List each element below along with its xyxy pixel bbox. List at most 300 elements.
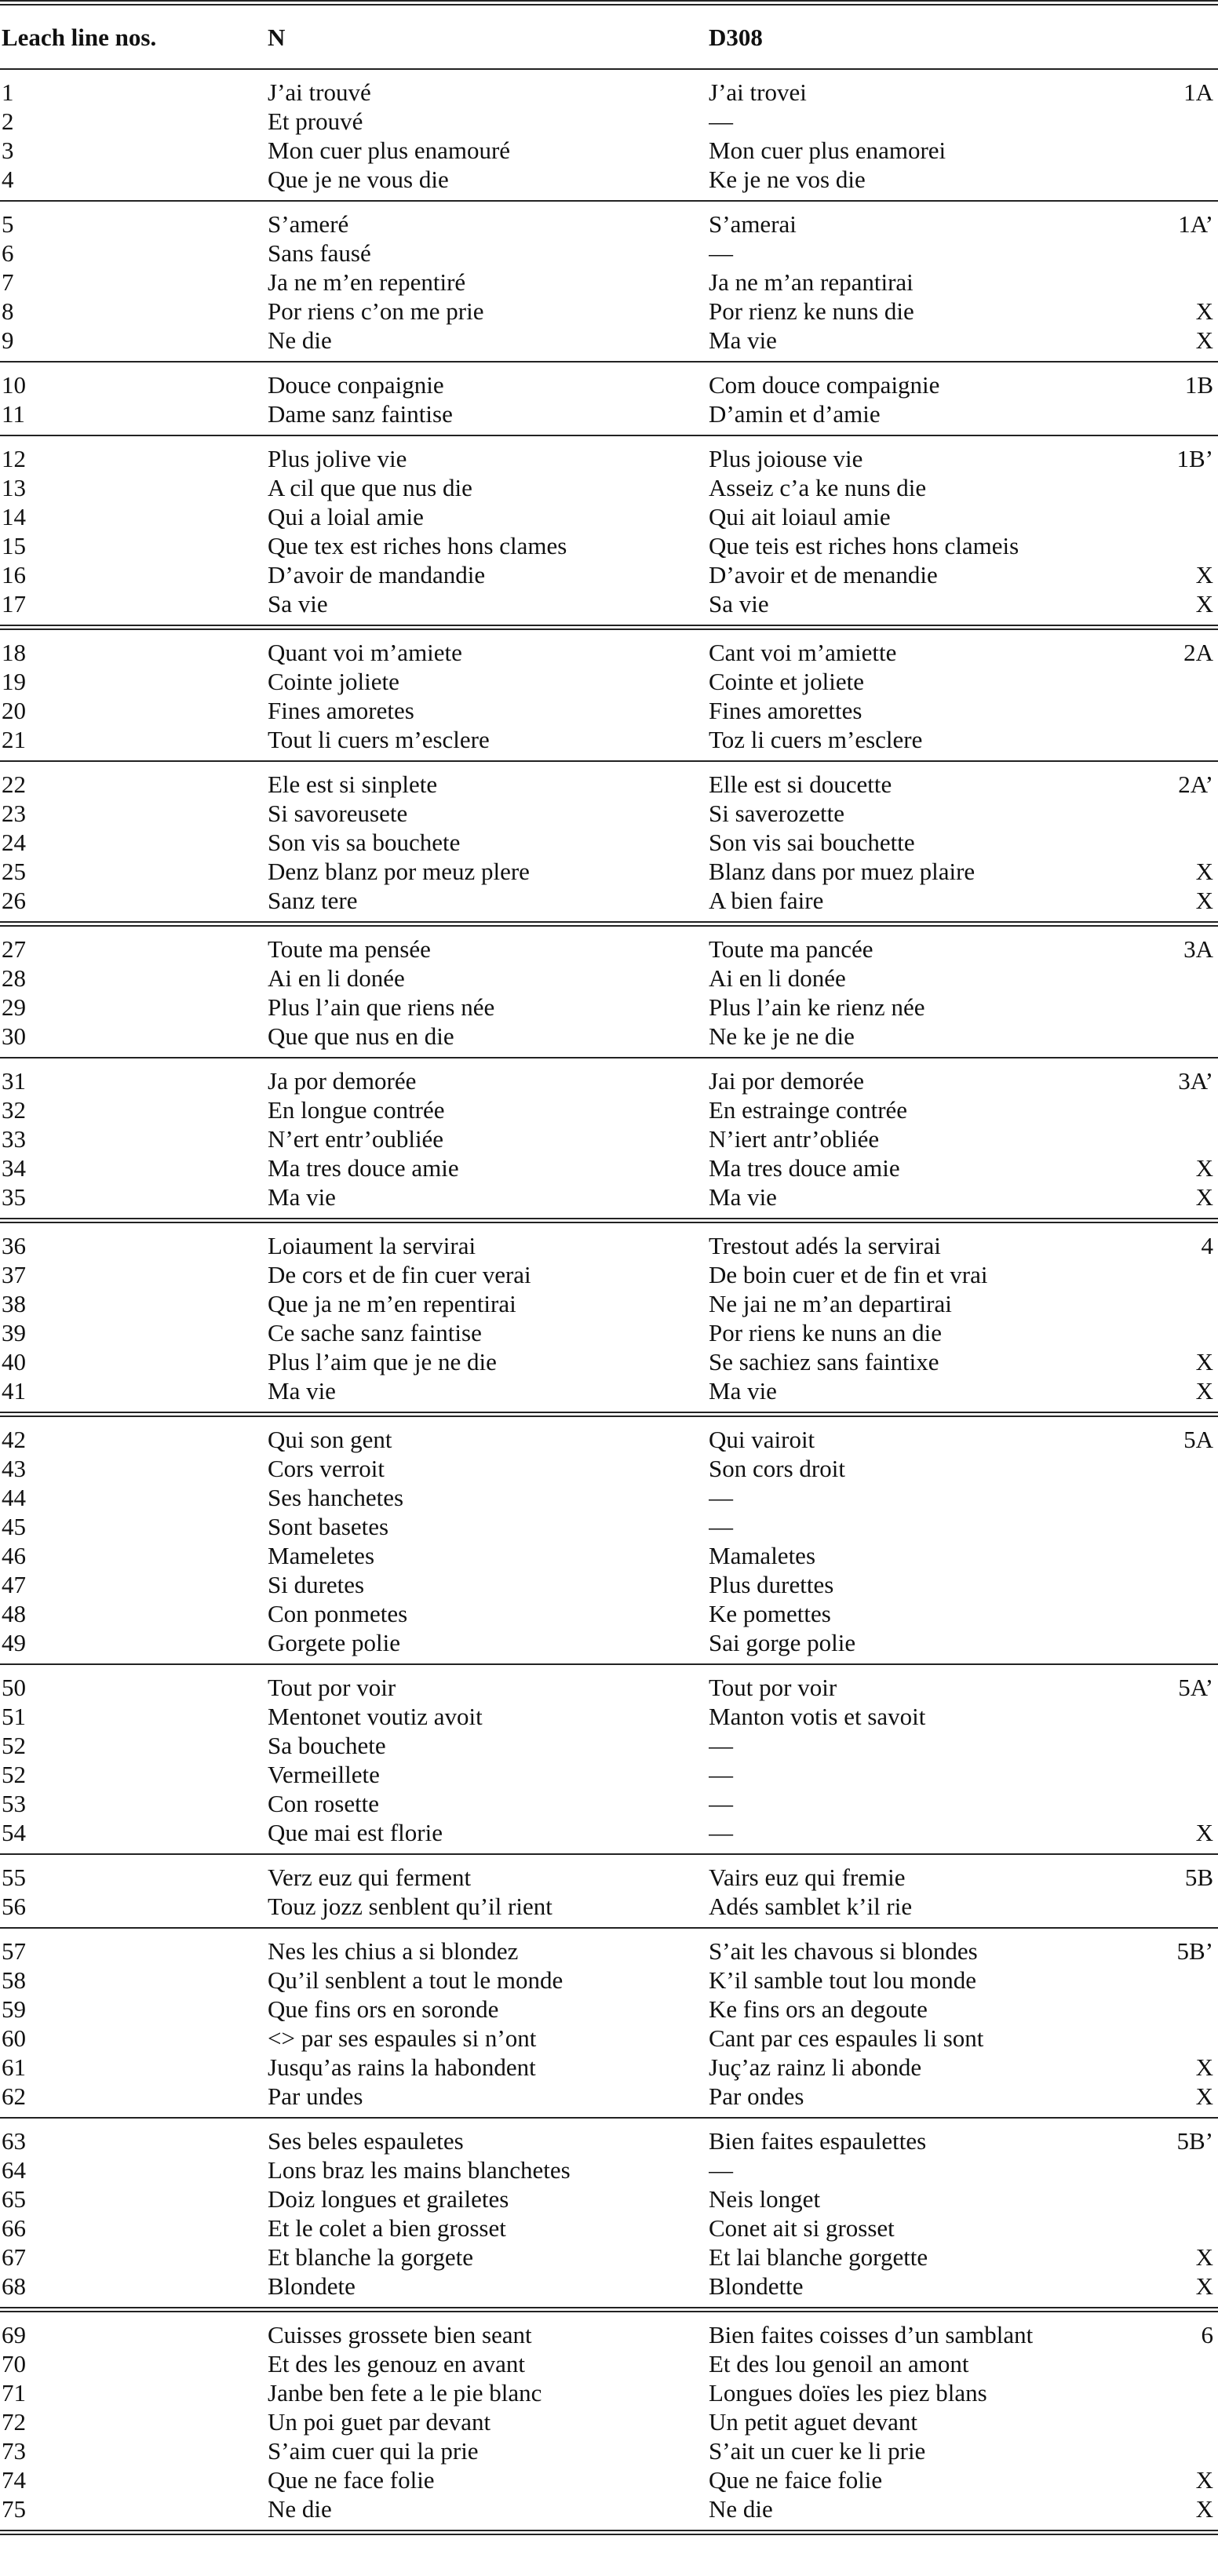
stanza-group [0,1415,1218,1665]
d308-text: Cant voi m’amiette [709,639,897,666]
line-number: 58 [2,1966,26,1994]
line-number: 15 [2,532,26,559]
section-label [1153,725,1218,761]
d308-text: Adés samblet k’il rie [709,1893,913,1920]
table-row [0,435,1218,473]
section-label: 2A’ [1178,771,1213,798]
line-number: 70 [2,2350,26,2377]
line-number: 20 [2,697,26,724]
n-text: Que ne face folie [268,2466,435,2494]
table-row [0,628,1218,668]
line-number: 50 [2,1674,26,1701]
d308-text: Qui vairoit [709,1426,815,1453]
n-text: Ja ne m’en repentiré [268,268,466,296]
d308-text: S’ait les chavous si blondes [709,1937,978,1965]
stanza-group [0,1221,1218,1415]
d308-text: Qui ait loiaul amie [709,503,891,530]
line-number: 66 [2,2214,26,2242]
section-label: X [1195,1154,1213,1182]
d308-text: Par ondes [709,2082,804,2110]
d308-text: Cant par ces espaules li sont [709,2024,984,2052]
stanza-group [0,69,1218,201]
section-label [1153,1260,1218,1289]
section-label [1153,2213,1218,2243]
d308-text: Toute ma pancée [709,935,873,963]
d308-text: Toz li cuers m’esclere [709,726,923,753]
table-row [0,828,1218,857]
n-text: Janbe ben fete a le pie blanc [268,2379,542,2407]
table-row [0,2465,1218,2494]
table-row [0,362,1218,399]
section-label [1153,165,1218,201]
line-number: 62 [2,2082,26,2110]
line-number: 71 [2,2379,26,2407]
line-number: 52 [2,1761,26,1788]
table-row [0,297,1218,326]
n-text: Doiz longues et grailetes [268,2185,509,2213]
table-row [0,964,1218,993]
table-row [0,1022,1218,1058]
section-label [1153,1760,1218,1789]
table-row [0,799,1218,828]
d308-text: K’il samble tout lou monde [709,1966,976,1994]
d308-text: Ke fins ors an degoute [709,1995,928,2023]
section-label: X [1195,2466,1213,2494]
n-text: Gorgete polie [268,1629,401,1656]
section-label: X [1195,858,1213,885]
d308-text: Elle est si doucette [709,771,892,798]
n-text: Si duretes [268,1571,365,1598]
line-number: 72 [2,2408,26,2436]
n-text: Ne die [268,2495,332,2523]
header-section [1153,3,1218,70]
line-number: 3 [2,137,14,164]
table-row [0,2349,1218,2378]
table-row [0,1095,1218,1124]
table-row [0,1483,1218,1512]
table-row [0,1570,1218,1599]
section-label [1153,1124,1218,1153]
n-text: Denz blanz por meuz plere [268,858,530,885]
d308-text: Manton votis et savoit [709,1703,926,1730]
n-text: De cors et de fin cuer verai [268,1261,531,1288]
d308-text: Et des lou genoil an amont [709,2350,969,2377]
stanza-group [0,435,1218,628]
d308-text: Se sachiez sans faintixe [709,1348,939,1375]
section-label [1153,828,1218,857]
table-row [0,2024,1218,2053]
table-row [0,1928,1218,1966]
n-text: Et prouvé [268,107,363,135]
table-row [0,502,1218,531]
d308-text: Ma vie [709,1377,777,1405]
section-label [1153,1892,1218,1928]
stanza-group [0,1854,1218,1928]
n-text: Ja por demorée [268,1067,417,1095]
table-row [0,531,1218,560]
section-label [1153,2407,1218,2436]
section-label: 5A [1183,1426,1213,1453]
line-number: 29 [2,993,26,1021]
d308-text: Plus l’ain ke rienz née [709,993,925,1021]
section-label: X [1195,887,1213,914]
n-text: Sans fausé [268,239,371,267]
table-row [0,2118,1218,2155]
n-text: Con rosette [268,1790,380,1817]
table-row [0,2436,1218,2465]
section-label: 1A [1183,78,1213,106]
n-text: Ma vie [268,1183,336,1211]
line-number: 19 [2,668,26,695]
section-label: 3A’ [1178,1067,1213,1095]
n-text: Ai en li donée [268,964,405,992]
table-row [0,1318,1218,1347]
line-number: 1 [2,78,14,106]
table-row [0,1415,1218,1455]
table-row [0,1628,1218,1664]
table-row [0,886,1218,924]
section-label [1153,1318,1218,1347]
line-number: 54 [2,1819,26,1846]
line-number: 18 [2,639,26,666]
stanza-group [0,2118,1218,2310]
d308-text: Por riens ke nuns an die [709,1319,943,1346]
header-d308: D308 [709,3,1153,70]
d308-text: Fines amorettes [709,697,862,724]
section-label [1153,268,1218,297]
section-label [1153,696,1218,725]
line-number: 43 [2,1455,26,1482]
n-text: Lons braz les mains blanchetes [268,2156,571,2184]
line-number: 13 [2,474,26,501]
section-label [1153,2436,1218,2465]
section-label [1153,1731,1218,1760]
line-number: 14 [2,503,26,530]
section-label [1153,502,1218,531]
section-label [1153,1628,1218,1664]
line-number: 40 [2,1348,26,1375]
n-text: Vermeillete [268,1761,380,1788]
line-number: 37 [2,1261,26,1288]
table-row [0,239,1218,268]
table-row [0,69,1218,107]
d308-text: — [709,1484,733,1511]
section-label [1153,2155,1218,2184]
section-label: 5B’ [1176,2127,1213,2155]
line-number: 36 [2,1232,26,1259]
table-row [0,2378,1218,2407]
d308-text: Si saverozette [709,800,845,827]
d308-text: Ke je ne vos die [709,166,866,193]
section-label: X [1195,1819,1213,1846]
line-number: 12 [2,445,26,472]
section-label: 5B [1184,1864,1213,1891]
section-label [1153,1095,1218,1124]
d308-text: Ne die [709,2495,773,2523]
section-label: X [1195,2272,1213,2300]
d308-text: Son cors droit [709,1455,845,1482]
section-label: X [1195,2082,1213,2110]
d308-text: — [709,107,733,135]
section-label: X [1195,561,1213,588]
n-text: Nes les chius a si blondez [268,1937,519,1965]
n-text: Son vis sa bouchete [268,829,461,856]
table-row [0,2155,1218,2184]
line-number: 60 [2,2024,26,2052]
table-row [0,2184,1218,2213]
n-text: En longue contrée [268,1096,445,1124]
table-header [0,3,1218,70]
stanza-group [0,201,1218,362]
section-label: X [1195,297,1213,325]
table-row [0,696,1218,725]
section-label: X [1195,1183,1213,1211]
section-label [1153,1995,1218,2024]
line-number: 69 [2,2321,26,2348]
n-text: Par undes [268,2082,363,2110]
n-text: Sont basetes [268,1513,389,1540]
table-row [0,1664,1218,1702]
n-text: Ce sache sanz faintise [268,1319,482,1346]
section-label [1153,2349,1218,2378]
line-number: 23 [2,800,26,827]
n-text: Et blanche la gorgete [268,2243,473,2271]
table-row [0,2310,1218,2350]
d308-text: Asseiz c’a ke nuns die [709,474,927,501]
n-text: Por riens c’on me prie [268,297,484,325]
table-row [0,1995,1218,2024]
stanza-group [0,924,1218,1058]
table-row [0,560,1218,589]
line-number: 67 [2,2243,26,2271]
d308-text: Blondette [709,2272,804,2300]
line-number: 6 [2,239,14,267]
n-text: Douce conpaignie [268,371,444,399]
section-label [1153,473,1218,502]
stanza-group [0,362,1218,435]
table-row [0,136,1218,165]
n-text: Tout li cuers m’esclere [268,726,490,753]
section-label: X [1195,1377,1213,1405]
n-text: Cuisses grossete bien seant [268,2321,532,2348]
section-label [1153,993,1218,1022]
stanza-group [0,1928,1218,2118]
section-label: 4 [1201,1232,1213,1259]
n-text: Et des les genouz en avant [268,2350,525,2377]
stanza-group [0,1058,1218,1221]
table-row [0,2082,1218,2118]
section-label: 5A’ [1178,1674,1213,1701]
d308-text: — [709,2156,733,2184]
line-number: 48 [2,1600,26,1627]
line-number: 75 [2,2495,26,2523]
table-row [0,1760,1218,1789]
d308-text: Et lai blanche gorgette [709,2243,928,2271]
n-text: D’avoir de mandandie [268,561,486,588]
n-text: Cointe joliete [268,668,399,695]
line-number: 61 [2,2053,26,2081]
table-row [0,2053,1218,2082]
table-row [0,761,1218,799]
section-label [1153,964,1218,993]
table-row [0,2243,1218,2272]
line-number: 46 [2,1542,26,1569]
table-row [0,667,1218,696]
table-row [0,1153,1218,1182]
d308-text: J’ai trovei [709,78,807,106]
n-text: Mameletes [268,1542,375,1569]
n-text: Ele est si sinplete [268,771,438,798]
line-number: 17 [2,590,26,618]
line-number: 26 [2,887,26,914]
d308-text: — [709,1761,733,1788]
section-label [1153,1789,1218,1818]
n-text: Sanz tere [268,887,358,914]
n-text: Ses hanchetes [268,1484,404,1511]
section-label [1153,1702,1218,1731]
n-text: Con ponmetes [268,1600,408,1627]
d308-text: Que teis est riches hons clameis [709,532,1019,559]
line-number: 41 [2,1377,26,1405]
d308-text: — [709,1819,733,1846]
d308-text: Plus joiouse vie [709,445,863,472]
d308-text: Ja ne m’an repantirai [709,268,914,296]
table-row [0,1789,1218,1818]
line-number: 35 [2,1183,26,1211]
n-text: Que mai est florie [268,1819,443,1846]
d308-text: Neis longet [709,2185,821,2213]
table-row [0,924,1218,964]
n-text: Toute ma pensée [268,935,431,963]
section-label [1153,239,1218,268]
n-text: Sa bouchete [268,1732,386,1759]
section-label [1153,2378,1218,2407]
table-row [0,857,1218,886]
line-number: 45 [2,1513,26,1540]
section-label: X [1195,2495,1213,2523]
table-row [0,1892,1218,1928]
n-text: Que ja ne m’en repentirai [268,1290,516,1317]
line-number: 57 [2,1937,26,1965]
n-text: Ma vie [268,1377,336,1405]
table-row [0,589,1218,628]
section-label [1153,799,1218,828]
line-number: 7 [2,268,14,296]
line-number: 52 [2,1732,26,1759]
line-number: 59 [2,1995,26,2023]
n-text: Jusqu’as rains la habondent [268,2053,536,2081]
line-number: 68 [2,2272,26,2300]
line-number: 2 [2,107,14,135]
table-row [0,1541,1218,1570]
n-text: Que que nus en die [268,1022,454,1050]
d308-text: Ma tres douce amie [709,1154,900,1182]
table-row [0,725,1218,761]
table-row [0,326,1218,362]
line-number: 42 [2,1426,26,1453]
n-text: Verz euz qui ferment [268,1864,472,1891]
n-text: Quant voi m’amiete [268,639,462,666]
section-label [1153,107,1218,136]
section-label [1153,1599,1218,1628]
d308-text: Ne jai ne m’an departirai [709,1290,952,1317]
n-text: Qu’il senblent a tout le monde [268,1966,563,1994]
n-text: Fines amoretes [268,697,414,724]
line-number: 55 [2,1864,26,1891]
d308-text: Mon cuer plus enamorei [709,137,946,164]
line-number: 8 [2,297,14,325]
section-label [1153,2184,1218,2213]
d308-text: Tout por voir [709,1674,837,1701]
d308-text: Sa vie [709,590,769,618]
line-number: 39 [2,1319,26,1346]
section-label: 3A [1183,935,1213,963]
section-label: X [1195,2053,1213,2081]
line-number: 74 [2,2466,26,2494]
section-label: X [1195,326,1213,354]
table-row [0,399,1218,435]
table-row [0,1818,1218,1854]
stanza-group [0,628,1218,762]
n-text: Mentonet voutiz avoit [268,1703,483,1730]
line-number: 38 [2,1290,26,1317]
n-text: J’ai trouvé [268,78,371,106]
n-text: Que tex est riches hons clames [268,532,567,559]
d308-text: Blanz dans por muez plaire [709,858,975,885]
table-row [0,1599,1218,1628]
header-row [0,3,1218,70]
section-label [1153,399,1218,435]
header-line-nos: Leach line nos. [0,3,268,70]
table-row [0,2407,1218,2436]
table-row [0,1376,1218,1415]
n-text: Cors verroit [268,1455,385,1482]
d308-text: De boin cuer et de fin et vrai [709,1261,988,1288]
line-number: 65 [2,2185,26,2213]
section-label: X [1195,1348,1213,1375]
table-row [0,1182,1218,1221]
n-text: N’ert entr’oubliée [268,1125,444,1153]
n-text: Un poi guet par devant [268,2408,491,2436]
stanza-group [0,1664,1218,1854]
table-row [0,1058,1218,1095]
n-text: Et le colet a bien grosset [268,2214,506,2242]
line-number: 16 [2,561,26,588]
table-row [0,1702,1218,1731]
section-label [1153,1454,1218,1483]
line-number: 11 [2,400,25,428]
table-row [0,2213,1218,2243]
d308-text: — [709,1790,733,1817]
d308-text: Cointe et joliete [709,668,865,695]
line-number: 31 [2,1067,26,1095]
d308-text: Conet ait si grosset [709,2214,895,2242]
d308-text: Ma vie [709,1183,777,1211]
section-label [1153,1541,1218,1570]
table-row [0,1260,1218,1289]
d308-text: Longues doïes les piez blans [709,2379,987,2407]
d308-text: D’amin et d’amie [709,400,881,428]
line-number: 4 [2,166,14,193]
d308-text: Un petit aguet devant [709,2408,917,2436]
table-row [0,2494,1218,2533]
d308-text: Bien faites coisses d’un samblant [709,2321,1034,2348]
section-label [1153,667,1218,696]
d308-text: A bien faire [709,887,824,914]
n-text: Ne die [268,326,332,354]
line-number: 10 [2,371,26,399]
line-number: 9 [2,326,14,354]
